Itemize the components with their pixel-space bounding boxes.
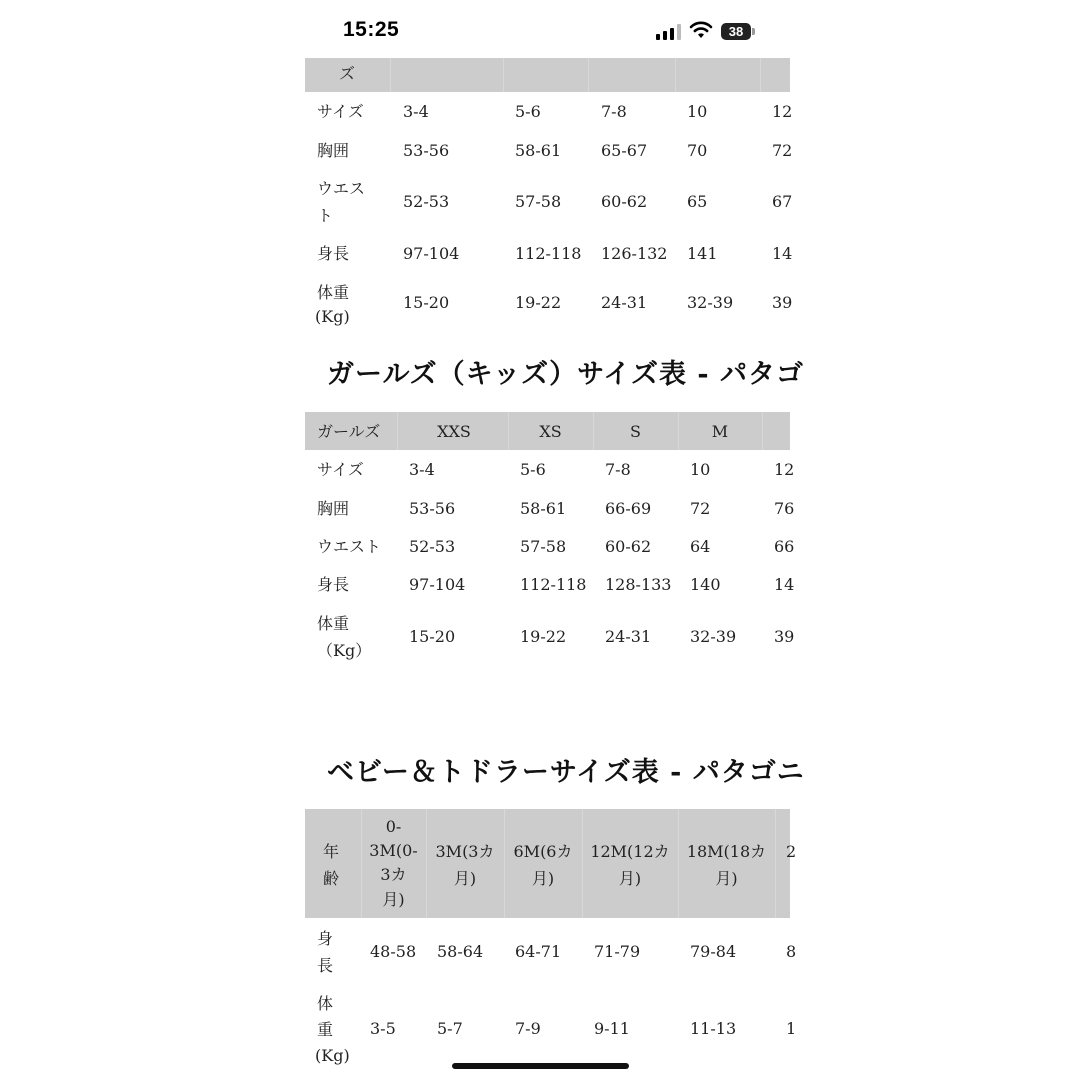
table-cell: 7-8 [605,460,631,479]
girls-row-label-line: （Kg） [317,641,372,660]
boys-row-label: サイズ [317,102,364,121]
table-cell: 66 [774,537,795,556]
girls-row-label: 胸囲 [317,499,350,518]
boys-row-label-line: ト [317,206,334,225]
table-cell: 65 [687,192,708,211]
table-cell: 58-64 [437,942,484,961]
wifi-icon [689,20,713,40]
baby-header-col-line: 0- [385,817,402,836]
baby-header-col-line: 月) [618,869,642,888]
battery-tip [752,28,755,35]
table-cell: 128-133 [605,575,672,594]
table-cell: 19-22 [515,293,562,312]
boys-row-label-line: 体重 [317,283,350,302]
girls-header-col: XXS [437,422,471,441]
cellular-signal-icon [656,24,682,40]
boys-row-label-line: (Kg) [315,307,350,326]
girls-header-col: XS [539,422,562,441]
table-cell: 76 [774,499,795,518]
table-cell: 48-58 [370,942,417,961]
table-cell: 52-53 [409,537,456,556]
baby-header-col-line: 月) [531,869,555,888]
baby-header-col-line: 18M(18カ [686,842,767,861]
baby-header-col-line: 12M(12カ [590,842,670,861]
table-cell: 140 [690,575,721,594]
table-cell: 53-56 [409,499,456,518]
table-cell: 19-22 [520,627,567,646]
table-cell: 3-4 [409,460,435,479]
baby-header-col-line: 3M(0- [369,841,418,860]
table-cell: 5-6 [515,102,541,121]
baby-header-col-line: 月) [715,869,738,888]
table-cell: 5-7 [437,1019,463,1038]
baby-header-col-line: 3M(3カ [435,842,495,861]
girls-row-label: ウエスト [317,537,382,556]
baby-row-label-line: (Kg) [315,1046,350,1065]
table-cell: 112-118 [515,244,582,263]
table-cell: 24-31 [605,627,652,646]
table-cell: 79-84 [690,942,737,961]
table-cell: 141 [687,244,718,263]
table-cell: 57-58 [520,537,567,556]
baby-header-col-line: 3カ [380,865,407,884]
boys-row-label-line: ウエス [317,179,366,198]
boys-header-fragment: ズ [339,64,356,83]
table-cell: 71-79 [594,942,641,961]
girls-header-label: ガールズ [317,422,381,441]
table-cell: 65-67 [601,141,648,160]
table-cell: 24-31 [601,293,648,312]
table-cell: 1 [786,1019,797,1038]
baby-row-label-line: 体 [317,994,334,1013]
table-cell: 70 [687,141,708,160]
table-cell: 7-9 [515,1019,541,1038]
baby-row-label-line: 重 [317,1020,334,1039]
table-cell: 39 [772,293,793,312]
baby-header-col-line: 2 [786,842,797,861]
table-cell: 97-104 [409,575,466,594]
battery-icon: 38 [721,23,751,40]
table-cell: 32-39 [690,627,737,646]
table-cell: 14 [774,575,795,594]
baby-size-chart-title: ベビー＆トドラーサイズ表 - パタゴニ [327,757,805,788]
girls-row-label: 身長 [317,575,350,594]
table-cell: 52-53 [403,192,450,211]
baby-row-label-line: 長 [317,956,334,975]
table-cell: 3-4 [403,102,429,121]
table-cell: 57-58 [515,192,562,211]
content-scroll-area[interactable] [305,58,805,1070]
table-cell: 39 [774,627,795,646]
table-cell: 15-20 [409,627,456,646]
table-cell: 3-5 [370,1019,396,1038]
table-cell: 5-6 [520,460,546,479]
baby-header-col-line: 6M(6カ [513,842,573,861]
table-cell: 8 [786,942,797,961]
table-cell: 15-20 [403,293,450,312]
girls-row-label: サイズ [317,460,364,479]
table-cell: 60-62 [601,192,648,211]
boys-row-label: 胸囲 [317,141,350,160]
home-indicator[interactable] [452,1063,629,1069]
boys-table-header [305,58,790,92]
table-cell: 58-61 [520,499,567,518]
table-cell: 60-62 [605,537,652,556]
baby-header-col-line: 月) [382,890,405,909]
table-cell: 58-61 [515,141,562,160]
baby-header-col-line: 月) [453,869,477,888]
table-cell: 10 [690,460,711,479]
table-cell: 9-11 [594,1019,630,1038]
table-cell: 97-104 [403,244,460,263]
table-cell: 72 [690,499,711,518]
table-cell: 7-8 [601,102,627,121]
table-cell: 32-39 [687,293,734,312]
girls-header-col: S [630,422,641,441]
girls-row-label-line: 体重 [317,614,350,633]
table-cell: 66-69 [605,499,652,518]
table-cell: 12 [772,102,793,121]
table-cell: 11-13 [690,1019,737,1038]
table-cell: 64-71 [515,942,562,961]
baby-header-label-line: 年 [323,842,340,861]
table-cell: 64 [690,537,711,556]
table-cell: 72 [772,141,793,160]
baby-header-label-line: 齢 [323,869,340,888]
baby-row-label-line: 身 [317,929,334,948]
table-cell: 112-118 [520,575,587,594]
girls-size-chart-title: ガールズ（キッズ）サイズ表 - パタゴ [327,359,804,390]
girls-header-col: M [711,422,729,441]
table-cell: 67 [772,192,793,211]
boys-row-label: 身長 [317,244,350,263]
status-time: 15:25 [343,18,400,41]
table-cell: 12 [774,460,795,479]
table-cell: 126-132 [601,244,668,263]
table-cell: 10 [687,102,708,121]
table-cell: 53-56 [403,141,450,160]
table-cell: 14 [772,244,793,263]
